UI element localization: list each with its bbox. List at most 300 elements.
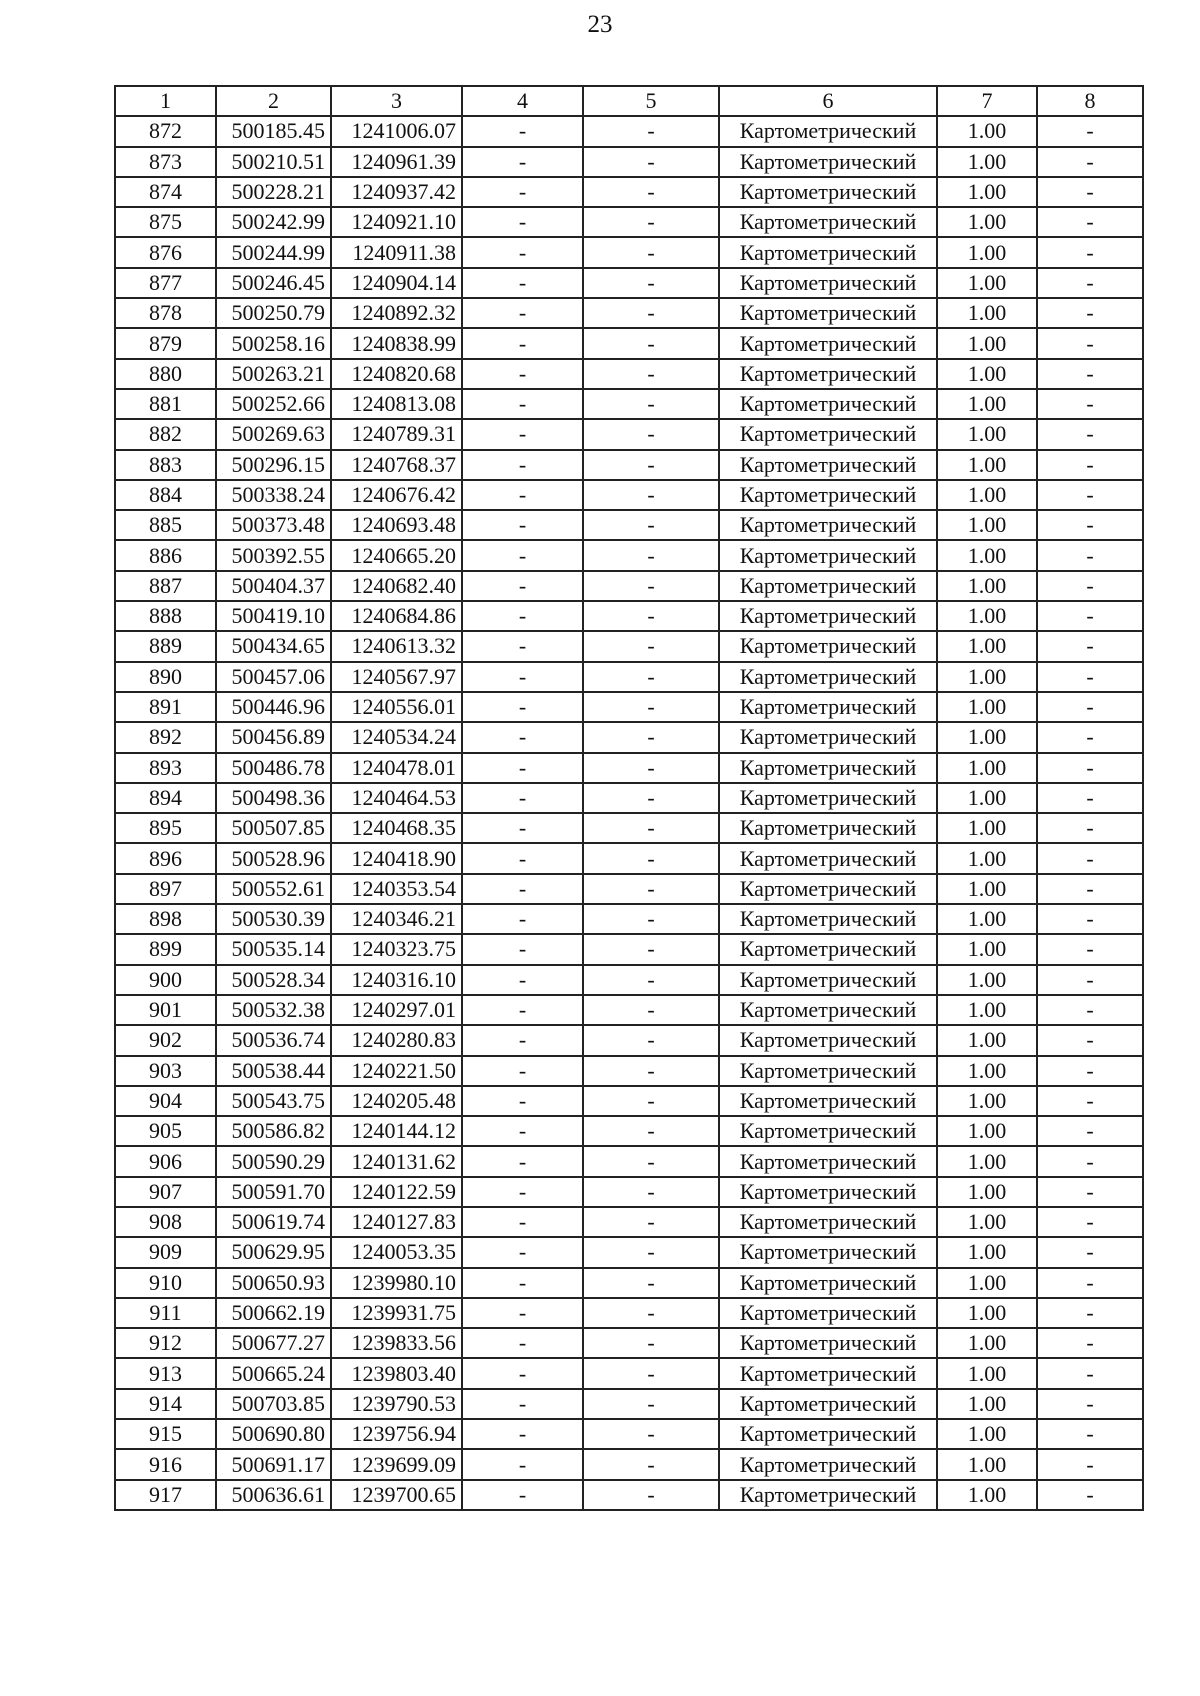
coord-y: 1240789.31	[331, 419, 462, 449]
method-value: Картометрический	[719, 813, 937, 843]
method-value: Картометрический	[719, 147, 937, 177]
point-number: 905	[115, 1116, 216, 1146]
coord-y: 1240921.10	[331, 207, 462, 237]
accuracy-value: 1.00	[937, 268, 1037, 298]
accuracy-value: 1.00	[937, 692, 1037, 722]
col-5-value: -	[583, 389, 719, 419]
col-5-value: -	[583, 419, 719, 449]
col-5-value: -	[583, 268, 719, 298]
point-number: 889	[115, 631, 216, 661]
accuracy-value: 1.00	[937, 419, 1037, 449]
method-value: Картометрический	[719, 904, 937, 934]
col-8-value: -	[1037, 298, 1143, 328]
point-number: 883	[115, 450, 216, 480]
coord-y: 1240613.32	[331, 631, 462, 661]
coord-y: 1240478.01	[331, 753, 462, 783]
col-5-value: -	[583, 813, 719, 843]
coord-x: 500258.16	[216, 328, 331, 358]
col-5-value: -	[583, 722, 719, 752]
coord-x: 500665.24	[216, 1358, 331, 1388]
col-5-value: -	[583, 1177, 719, 1207]
col-5-value: -	[583, 1480, 719, 1510]
method-value: Картометрический	[719, 1116, 937, 1146]
point-number: 904	[115, 1086, 216, 1116]
table-row	[115, 237, 1143, 267]
accuracy-value: 1.00	[937, 995, 1037, 1025]
col-4-value: -	[462, 965, 583, 995]
col-4-value: -	[462, 904, 583, 934]
col-5-value: -	[583, 571, 719, 601]
table-row	[115, 1328, 1143, 1358]
method-value: Картометрический	[719, 268, 937, 298]
method-value: Картометрический	[719, 874, 937, 904]
col-8-value: -	[1037, 268, 1143, 298]
col-5-value: -	[583, 298, 719, 328]
coord-y: 1240567.97	[331, 662, 462, 692]
coord-y: 1240904.14	[331, 268, 462, 298]
accuracy-value: 1.00	[937, 874, 1037, 904]
col-8-value: -	[1037, 237, 1143, 267]
accuracy-value: 1.00	[937, 1328, 1037, 1358]
col-5-value: -	[583, 510, 719, 540]
col-8-value: -	[1037, 480, 1143, 510]
coordinates-table	[114, 85, 1144, 1511]
method-value: Картометрический	[719, 1177, 937, 1207]
method-value: Картометрический	[719, 753, 937, 783]
column-header: 8	[1037, 86, 1143, 116]
point-number: 912	[115, 1328, 216, 1358]
point-number: 910	[115, 1268, 216, 1298]
col-5-value: -	[583, 843, 719, 873]
method-value: Картометрический	[719, 207, 937, 237]
col-8-value: -	[1037, 1056, 1143, 1086]
col-8-value: -	[1037, 1207, 1143, 1237]
col-8-value: -	[1037, 601, 1143, 631]
col-4-value: -	[462, 813, 583, 843]
method-value: Картометрический	[719, 692, 937, 722]
coord-y: 1239756.94	[331, 1419, 462, 1449]
coord-y: 1240131.62	[331, 1146, 462, 1176]
table-row	[115, 359, 1143, 389]
coord-x: 500373.48	[216, 510, 331, 540]
accuracy-value: 1.00	[937, 450, 1037, 480]
coord-y: 1240205.48	[331, 1086, 462, 1116]
method-value: Картометрический	[719, 1268, 937, 1298]
method-value: Картометрический	[719, 1207, 937, 1237]
col-4-value: -	[462, 450, 583, 480]
col-4-value: -	[462, 995, 583, 1025]
point-number: 917	[115, 1480, 216, 1510]
table-row	[115, 904, 1143, 934]
method-value: Картометрический	[719, 450, 937, 480]
coord-y: 1240316.10	[331, 965, 462, 995]
col-4-value: -	[462, 1086, 583, 1116]
accuracy-value: 1.00	[937, 1298, 1037, 1328]
coord-x: 500456.89	[216, 722, 331, 752]
col-8-value: -	[1037, 571, 1143, 601]
point-number: 892	[115, 722, 216, 752]
col-4-value: -	[462, 268, 583, 298]
col-5-value: -	[583, 1237, 719, 1267]
coord-x: 500636.61	[216, 1480, 331, 1510]
col-8-value: -	[1037, 1116, 1143, 1146]
col-5-value: -	[583, 147, 719, 177]
col-5-value: -	[583, 1207, 719, 1237]
coord-x: 500419.10	[216, 601, 331, 631]
coord-x: 500338.24	[216, 480, 331, 510]
accuracy-value: 1.00	[937, 1449, 1037, 1479]
table-row	[115, 268, 1143, 298]
coord-y: 1240556.01	[331, 692, 462, 722]
coord-y: 1239803.40	[331, 1358, 462, 1388]
method-value: Картометрический	[719, 298, 937, 328]
method-value: Картометрический	[719, 359, 937, 389]
accuracy-value: 1.00	[937, 934, 1037, 964]
point-number: 897	[115, 874, 216, 904]
coord-y: 1240127.83	[331, 1207, 462, 1237]
col-8-value: -	[1037, 1146, 1143, 1176]
method-value: Картометрический	[719, 783, 937, 813]
method-value: Картометрический	[719, 1389, 937, 1419]
table-row	[115, 1086, 1143, 1116]
method-value: Картометрический	[719, 843, 937, 873]
col-5-value: -	[583, 1358, 719, 1388]
point-number: 911	[115, 1298, 216, 1328]
point-number: 885	[115, 510, 216, 540]
col-8-value: -	[1037, 874, 1143, 904]
accuracy-value: 1.00	[937, 1146, 1037, 1176]
table-row	[115, 722, 1143, 752]
coord-x: 500677.27	[216, 1328, 331, 1358]
coord-x: 500590.29	[216, 1146, 331, 1176]
col-5-value: -	[583, 1025, 719, 1055]
coord-x: 500538.44	[216, 1056, 331, 1086]
coord-y: 1240838.99	[331, 328, 462, 358]
table-row	[115, 328, 1143, 358]
accuracy-value: 1.00	[937, 1480, 1037, 1510]
table-row	[115, 1358, 1143, 1388]
col-5-value: -	[583, 1146, 719, 1176]
coord-x: 500703.85	[216, 1389, 331, 1419]
table-row	[115, 1207, 1143, 1237]
coord-y: 1241006.07	[331, 116, 462, 146]
coord-y: 1240122.59	[331, 1177, 462, 1207]
coord-x: 500690.80	[216, 1419, 331, 1449]
col-8-value: -	[1037, 450, 1143, 480]
col-4-value: -	[462, 1358, 583, 1388]
table-row	[115, 147, 1143, 177]
col-8-value: -	[1037, 1298, 1143, 1328]
table-row	[115, 1389, 1143, 1419]
point-number: 879	[115, 328, 216, 358]
method-value: Картометрический	[719, 1480, 937, 1510]
accuracy-value: 1.00	[937, 571, 1037, 601]
table-row	[115, 631, 1143, 661]
col-4-value: -	[462, 480, 583, 510]
col-5-value: -	[583, 116, 719, 146]
col-5-value: -	[583, 1449, 719, 1479]
col-5-value: -	[583, 631, 719, 661]
col-8-value: -	[1037, 995, 1143, 1025]
coord-x: 500535.14	[216, 934, 331, 964]
coord-x: 500457.06	[216, 662, 331, 692]
col-4-value: -	[462, 662, 583, 692]
table-header	[115, 86, 1143, 116]
col-4-value: -	[462, 934, 583, 964]
table-row	[115, 540, 1143, 570]
coord-y: 1240144.12	[331, 1116, 462, 1146]
coord-y: 1240053.35	[331, 1237, 462, 1267]
point-number: 882	[115, 419, 216, 449]
table-row	[115, 298, 1143, 328]
col-8-value: -	[1037, 813, 1143, 843]
table-row	[115, 1056, 1143, 1086]
col-8-value: -	[1037, 843, 1143, 873]
point-number: 881	[115, 389, 216, 419]
point-number: 884	[115, 480, 216, 510]
method-value: Картометрический	[719, 1298, 937, 1328]
accuracy-value: 1.00	[937, 177, 1037, 207]
col-8-value: -	[1037, 904, 1143, 934]
method-value: Картометрический	[719, 1025, 937, 1055]
col-4-value: -	[462, 116, 583, 146]
col-8-value: -	[1037, 419, 1143, 449]
table-row	[115, 480, 1143, 510]
col-8-value: -	[1037, 1419, 1143, 1449]
table-row	[115, 995, 1143, 1025]
point-number: 915	[115, 1419, 216, 1449]
col-4-value: -	[462, 147, 583, 177]
col-5-value: -	[583, 1298, 719, 1328]
method-value: Картометрический	[719, 631, 937, 661]
col-5-value: -	[583, 328, 719, 358]
method-value: Картометрический	[719, 177, 937, 207]
table-row	[115, 874, 1143, 904]
col-4-value: -	[462, 1389, 583, 1419]
point-number: 903	[115, 1056, 216, 1086]
col-4-value: -	[462, 207, 583, 237]
coord-y: 1240353.54	[331, 874, 462, 904]
col-8-value: -	[1037, 1237, 1143, 1267]
accuracy-value: 1.00	[937, 207, 1037, 237]
col-5-value: -	[583, 662, 719, 692]
coord-x: 500446.96	[216, 692, 331, 722]
coord-x: 500210.51	[216, 147, 331, 177]
col-4-value: -	[462, 843, 583, 873]
point-number: 874	[115, 177, 216, 207]
col-4-value: -	[462, 1207, 583, 1237]
method-value: Картометрический	[719, 540, 937, 570]
col-5-value: -	[583, 1328, 719, 1358]
coord-y: 1240676.42	[331, 480, 462, 510]
method-value: Картометрический	[719, 1449, 937, 1479]
col-8-value: -	[1037, 1177, 1143, 1207]
table-row	[115, 207, 1143, 237]
col-4-value: -	[462, 1449, 583, 1479]
method-value: Картометрический	[719, 116, 937, 146]
point-number: 886	[115, 540, 216, 570]
col-8-value: -	[1037, 207, 1143, 237]
col-5-value: -	[583, 965, 719, 995]
col-8-value: -	[1037, 1086, 1143, 1116]
accuracy-value: 1.00	[937, 813, 1037, 843]
table-row	[115, 1419, 1143, 1449]
col-4-value: -	[462, 874, 583, 904]
table-row	[115, 571, 1143, 601]
accuracy-value: 1.00	[937, 722, 1037, 752]
col-8-value: -	[1037, 662, 1143, 692]
table-row	[115, 389, 1143, 419]
col-4-value: -	[462, 1237, 583, 1267]
coord-y: 1240221.50	[331, 1056, 462, 1086]
point-number: 899	[115, 934, 216, 964]
coord-x: 500528.96	[216, 843, 331, 873]
col-8-value: -	[1037, 389, 1143, 419]
point-number: 909	[115, 1237, 216, 1267]
coord-y: 1239700.65	[331, 1480, 462, 1510]
col-8-value: -	[1037, 692, 1143, 722]
col-4-value: -	[462, 1177, 583, 1207]
page-number: 23	[587, 11, 613, 38]
col-5-value: -	[583, 1056, 719, 1086]
col-8-value: -	[1037, 1328, 1143, 1358]
coord-x: 500392.55	[216, 540, 331, 570]
coord-y: 1240280.83	[331, 1025, 462, 1055]
method-value: Картометрический	[719, 1328, 937, 1358]
coord-x: 500528.34	[216, 965, 331, 995]
method-value: Картометрический	[719, 1237, 937, 1267]
coord-x: 500532.38	[216, 995, 331, 1025]
accuracy-value: 1.00	[937, 843, 1037, 873]
coord-x: 500228.21	[216, 177, 331, 207]
coord-y: 1240911.38	[331, 237, 462, 267]
table-row	[115, 934, 1143, 964]
coord-y: 1240464.53	[331, 783, 462, 813]
method-value: Картометрический	[719, 1086, 937, 1116]
method-value: Картометрический	[719, 1358, 937, 1388]
table-row	[115, 450, 1143, 480]
point-number: 887	[115, 571, 216, 601]
coord-x: 500629.95	[216, 1237, 331, 1267]
method-value: Картометрический	[719, 571, 937, 601]
accuracy-value: 1.00	[937, 783, 1037, 813]
col-4-value: -	[462, 601, 583, 631]
table-row	[115, 813, 1143, 843]
col-5-value: -	[583, 480, 719, 510]
col-8-value: -	[1037, 753, 1143, 783]
coord-x: 500536.74	[216, 1025, 331, 1055]
method-value: Картометрический	[719, 328, 937, 358]
coord-x: 500185.45	[216, 116, 331, 146]
col-5-value: -	[583, 177, 719, 207]
coord-y: 1240346.21	[331, 904, 462, 934]
point-number: 896	[115, 843, 216, 873]
accuracy-value: 1.00	[937, 1207, 1037, 1237]
col-5-value: -	[583, 874, 719, 904]
coord-y: 1240961.39	[331, 147, 462, 177]
accuracy-value: 1.00	[937, 237, 1037, 267]
table-row	[115, 692, 1143, 722]
coord-x: 500498.36	[216, 783, 331, 813]
accuracy-value: 1.00	[937, 147, 1037, 177]
col-8-value: -	[1037, 540, 1143, 570]
col-4-value: -	[462, 1056, 583, 1086]
point-number: 901	[115, 995, 216, 1025]
col-4-value: -	[462, 692, 583, 722]
method-value: Картометрический	[719, 1419, 937, 1449]
method-value: Картометрический	[719, 389, 937, 419]
accuracy-value: 1.00	[937, 1268, 1037, 1298]
col-4-value: -	[462, 1480, 583, 1510]
accuracy-value: 1.00	[937, 1116, 1037, 1146]
table-row	[115, 1146, 1143, 1176]
col-4-value: -	[462, 1328, 583, 1358]
col-5-value: -	[583, 207, 719, 237]
point-number: 890	[115, 662, 216, 692]
point-number: 875	[115, 207, 216, 237]
col-5-value: -	[583, 540, 719, 570]
col-5-value: -	[583, 1419, 719, 1449]
accuracy-value: 1.00	[937, 116, 1037, 146]
coord-x: 500434.65	[216, 631, 331, 661]
table-row	[115, 843, 1143, 873]
col-8-value: -	[1037, 1389, 1143, 1419]
accuracy-value: 1.00	[937, 480, 1037, 510]
col-8-value: -	[1037, 631, 1143, 661]
col-4-value: -	[462, 1146, 583, 1176]
col-5-value: -	[583, 934, 719, 964]
accuracy-value: 1.00	[937, 359, 1037, 389]
accuracy-value: 1.00	[937, 1086, 1037, 1116]
col-8-value: -	[1037, 1025, 1143, 1055]
col-5-value: -	[583, 995, 719, 1025]
accuracy-value: 1.00	[937, 753, 1037, 783]
col-5-value: -	[583, 450, 719, 480]
point-number: 913	[115, 1358, 216, 1388]
point-number: 902	[115, 1025, 216, 1055]
column-header: 7	[937, 86, 1037, 116]
table-row	[115, 1268, 1143, 1298]
col-8-value: -	[1037, 783, 1143, 813]
accuracy-value: 1.00	[937, 1237, 1037, 1267]
coord-x: 500244.99	[216, 237, 331, 267]
table-row	[115, 753, 1143, 783]
col-8-value: -	[1037, 116, 1143, 146]
coord-x: 500662.19	[216, 1298, 331, 1328]
column-header: 4	[462, 86, 583, 116]
col-5-value: -	[583, 1389, 719, 1419]
accuracy-value: 1.00	[937, 1389, 1037, 1419]
method-value: Картометрический	[719, 510, 937, 540]
col-4-value: -	[462, 722, 583, 752]
col-8-value: -	[1037, 1480, 1143, 1510]
accuracy-value: 1.00	[937, 601, 1037, 631]
column-header: 6	[719, 86, 937, 116]
coord-y: 1240693.48	[331, 510, 462, 540]
header-row	[115, 86, 1143, 116]
col-5-value: -	[583, 783, 719, 813]
coord-x: 500263.21	[216, 359, 331, 389]
point-number: 908	[115, 1207, 216, 1237]
point-number: 898	[115, 904, 216, 934]
coord-x: 500296.15	[216, 450, 331, 480]
accuracy-value: 1.00	[937, 328, 1037, 358]
point-number: 878	[115, 298, 216, 328]
point-number: 894	[115, 783, 216, 813]
table-row	[115, 1237, 1143, 1267]
column-header: 1	[115, 86, 216, 116]
point-number: 916	[115, 1449, 216, 1479]
